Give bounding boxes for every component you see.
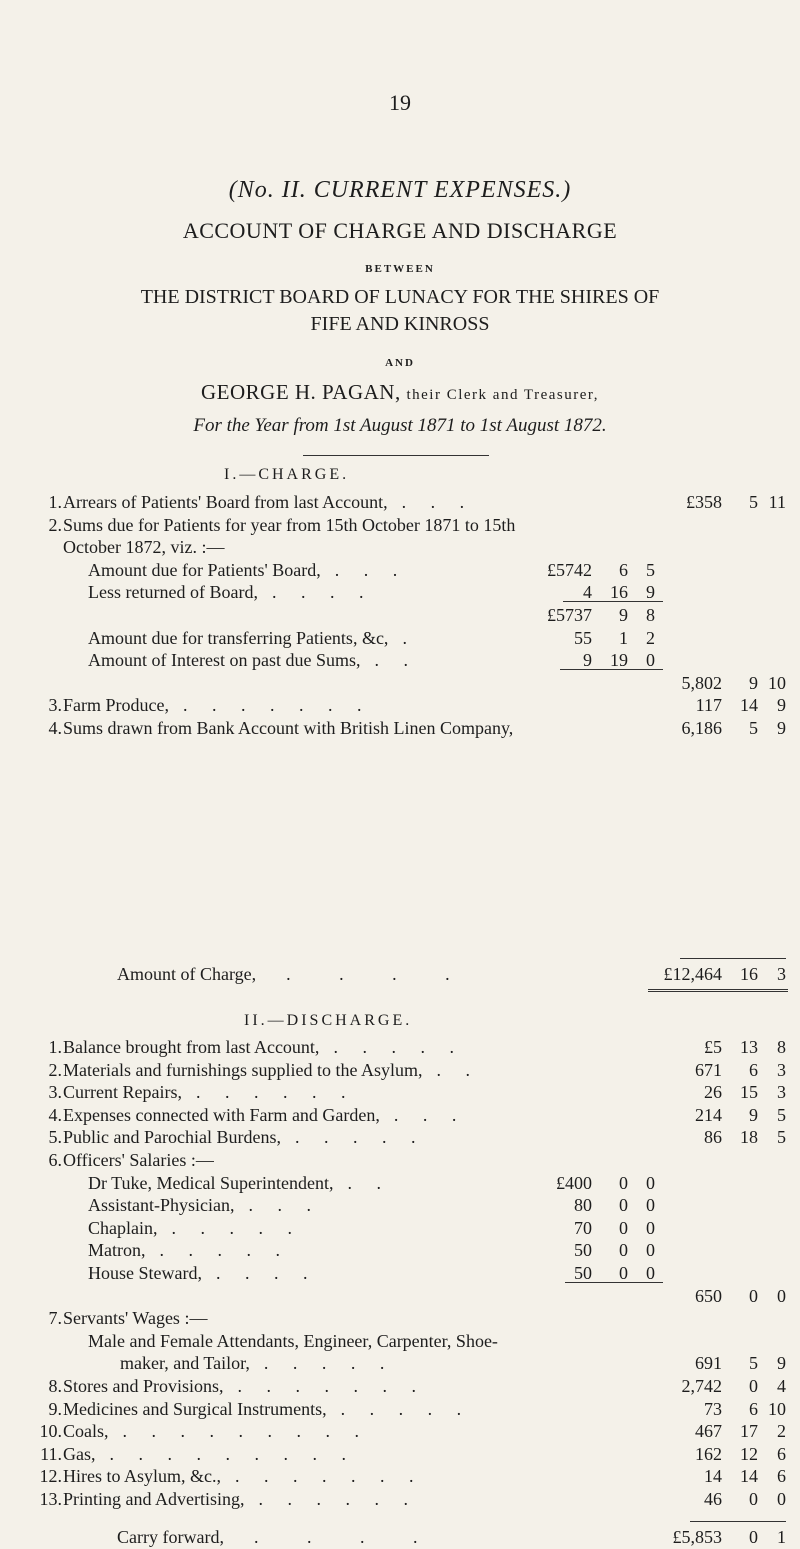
amount-shillings: 0 bbox=[749, 1285, 758, 1306]
leader-dots: . . . . bbox=[286, 964, 472, 984]
line-text: Stores and Provisions, . . . . . . . bbox=[63, 1376, 427, 1396]
leader-dots: . . . . . . bbox=[195, 1082, 356, 1103]
party-one-line-1: THE DISTRICT BOARD OF LUNACY FOR THE SHIRES OF bbox=[140, 286, 660, 308]
amount-pence: 5 bbox=[777, 1104, 786, 1125]
discharge-summary bbox=[0, 1525, 800, 1549]
document-subtitle: ACCOUNT OF CHARGE AND DISCHARGE bbox=[182, 218, 618, 243]
subtotal-shillings: 19 bbox=[610, 650, 628, 671]
party-two bbox=[0, 380, 800, 405]
line-text: Current Repairs, . . . . . . bbox=[63, 1082, 356, 1103]
amount-shillings: 5 bbox=[749, 1353, 758, 1374]
party-one-line-2: FIFE AND KINROSS bbox=[310, 313, 490, 335]
leader-dots: . . . . bbox=[215, 1263, 318, 1283]
line-text: House Steward, . . . . bbox=[88, 1263, 318, 1283]
charge-summary bbox=[0, 962, 800, 986]
charge-line bbox=[0, 603, 800, 627]
line-number: 1. bbox=[48, 492, 62, 512]
amount-pounds: 26 bbox=[704, 1082, 722, 1103]
line-text: Chaplain, . . . . . bbox=[88, 1217, 302, 1238]
line-number: 3. bbox=[48, 695, 62, 716]
line-text: Medicines and Surgical Instruments, . . . . . bbox=[63, 1398, 472, 1419]
line-text: Gas, . . . . . . . . . bbox=[63, 1443, 356, 1464]
discharge-line bbox=[0, 1058, 800, 1082]
salary-subtotal-rule bbox=[565, 1282, 663, 1283]
amount-shillings: 5 bbox=[749, 492, 758, 512]
subtotal-shillings: 6 bbox=[619, 559, 628, 580]
line-text: Coals, . . . . . . . . . bbox=[63, 1421, 370, 1442]
charge-line bbox=[0, 558, 800, 582]
subtotal-rule bbox=[563, 601, 663, 602]
discharge-line bbox=[0, 1103, 800, 1127]
line-number: 4. bbox=[48, 718, 62, 738]
subtotal-pence: 2 bbox=[646, 627, 655, 648]
leader-dots: . . bbox=[374, 650, 418, 671]
leader-dots: . . . . . bbox=[333, 1037, 464, 1057]
amount-shillings: 6 bbox=[749, 1059, 758, 1080]
subtotal-shillings: 1 bbox=[619, 627, 628, 648]
amount-pounds: 86 bbox=[704, 1127, 722, 1148]
line-text: Arrears of Patients' Board from last Account, . . . bbox=[63, 492, 475, 512]
subtotal-pounds: £5737 bbox=[547, 605, 592, 625]
leader-dots: . . . bbox=[248, 1195, 321, 1216]
amount-pounds: 46 bbox=[704, 1489, 722, 1509]
summary-label: Carry forward, . . . . bbox=[117, 1527, 440, 1547]
line-number: 6. bbox=[48, 1150, 62, 1170]
line-number: 7. bbox=[48, 1308, 62, 1329]
subtotal-pounds: 50 bbox=[574, 1240, 592, 1261]
subtotal-shillings: 0 bbox=[619, 1195, 628, 1216]
double-rule bbox=[648, 989, 788, 992]
amount-shillings: 9 bbox=[749, 672, 758, 693]
summary-pounds: £12,464 bbox=[663, 964, 722, 984]
line-number: 13. bbox=[39, 1489, 62, 1509]
summary-pence: 3 bbox=[777, 964, 786, 984]
line-text: Public and Parochial Burdens, . . . . . bbox=[63, 1127, 426, 1148]
amount-pounds: £358 bbox=[686, 492, 722, 512]
line-number: 3. bbox=[48, 1082, 62, 1103]
leader-dots: . . . . . bbox=[159, 1240, 290, 1261]
line-text: Matron, . . . . . bbox=[88, 1240, 290, 1261]
subtotal-shillings: 0 bbox=[619, 1172, 628, 1193]
line-number: 9. bbox=[48, 1398, 62, 1419]
summary-pence: 1 bbox=[777, 1527, 786, 1547]
discharge-line bbox=[0, 1238, 800, 1262]
line-text: Hires to Asylum, &c., . . . . . . . bbox=[63, 1466, 424, 1487]
amount-pence: 9 bbox=[777, 718, 786, 738]
subtotal-shillings: 0 bbox=[619, 1263, 628, 1283]
amount-pence: 8 bbox=[777, 1037, 786, 1057]
amount-shillings: 0 bbox=[749, 1489, 758, 1509]
line-text: maker, and Tailor, . . . . . bbox=[120, 1353, 395, 1374]
discharge-line bbox=[0, 1035, 800, 1059]
subtotal-pounds: 4 bbox=[583, 582, 592, 603]
subtotal-shillings: 0 bbox=[619, 1217, 628, 1238]
amount-pence: 0 bbox=[777, 1489, 786, 1509]
amount-shillings: 14 bbox=[740, 1466, 758, 1487]
leader-dots: . . . . . . bbox=[258, 1489, 418, 1509]
subtotal-pence: 0 bbox=[646, 1172, 655, 1193]
total-rule bbox=[680, 958, 786, 959]
amount-pounds: 467 bbox=[695, 1421, 722, 1442]
amount-pence: 6 bbox=[777, 1466, 786, 1487]
amount-pounds: £5 bbox=[704, 1037, 722, 1057]
amount-shillings: 6 bbox=[749, 1398, 758, 1419]
party-two-role: their Clerk and Treasurer, bbox=[406, 387, 600, 403]
discharge-line bbox=[0, 1397, 800, 1421]
discharge-line bbox=[0, 1171, 800, 1195]
amount-shillings: 5 bbox=[749, 718, 758, 738]
subtotal-rule-2 bbox=[560, 669, 663, 670]
line-text: Farm Produce, . . . . . . . bbox=[63, 695, 372, 716]
amount-pounds: 650 bbox=[695, 1285, 722, 1306]
charge-line bbox=[0, 580, 800, 604]
amount-pence: 3 bbox=[777, 1059, 786, 1080]
line-number: 2. bbox=[48, 1059, 62, 1080]
leader-dots: . . . . bbox=[253, 1527, 440, 1547]
amount-pence: 0 bbox=[777, 1285, 786, 1306]
line-text: Balance brought from last Account, . . . . . bbox=[63, 1037, 464, 1057]
charge-line bbox=[0, 626, 800, 650]
charge-line bbox=[0, 648, 800, 672]
carry-rule bbox=[690, 1521, 786, 1522]
subtotal-shillings: 16 bbox=[610, 582, 628, 603]
subtotal-pence: 9 bbox=[646, 582, 655, 603]
discharge-line bbox=[0, 1261, 800, 1285]
charge-heading: I.—CHARGE. bbox=[224, 466, 350, 483]
document-title: (No. II. CURRENT EXPENSES.) bbox=[228, 177, 572, 203]
leader-dots: . . . bbox=[393, 1104, 467, 1125]
and-label: AND bbox=[385, 357, 415, 369]
amount-shillings: 15 bbox=[740, 1082, 758, 1103]
discharge-line bbox=[0, 1148, 800, 1172]
subtotal-pence: 0 bbox=[646, 1217, 655, 1238]
subtotal-pounds: 80 bbox=[574, 1195, 592, 1216]
leader-dots: . . . . . . . . . bbox=[109, 1443, 356, 1464]
leader-dots: . . . . . bbox=[171, 1217, 302, 1238]
discharge-line bbox=[0, 1193, 800, 1217]
amount-pounds: 671 bbox=[695, 1059, 722, 1080]
between-label: BETWEEN bbox=[365, 263, 435, 275]
line-text: Materials and furnishings supplied to the Asylum, . . bbox=[63, 1059, 480, 1080]
amount-pence: 10 bbox=[768, 1398, 786, 1419]
amount-pence: 4 bbox=[777, 1376, 786, 1396]
discharge-heading: II.—DISCHARGE. bbox=[244, 1012, 413, 1029]
amount-pounds: 214 bbox=[695, 1104, 722, 1125]
charge-line bbox=[0, 671, 800, 695]
amount-pence: 9 bbox=[777, 695, 786, 716]
subtotal-shillings: 9 bbox=[619, 605, 628, 625]
subtotal-pence: 8 bbox=[646, 605, 655, 625]
leader-dots: . . . . . . . . . bbox=[122, 1421, 370, 1442]
discharge-line bbox=[0, 1080, 800, 1104]
line-number: 11. bbox=[40, 1443, 62, 1464]
line-number: 12. bbox=[39, 1466, 62, 1487]
amount-pounds: 691 bbox=[695, 1353, 722, 1374]
leader-dots: . . . bbox=[401, 492, 475, 512]
subtotal-pence: 0 bbox=[646, 1263, 655, 1283]
line-number: 4. bbox=[48, 1104, 62, 1125]
heading-rule bbox=[303, 455, 489, 456]
summary-label: Amount of Charge, . . . . bbox=[117, 964, 472, 984]
summary-shillings: 16 bbox=[740, 964, 758, 984]
line-text: Less returned of Board, . . . . bbox=[88, 582, 374, 603]
amount-pounds: 162 bbox=[695, 1443, 722, 1464]
leader-dots: . . . . . . . bbox=[237, 1376, 427, 1396]
leader-dots: . . . . bbox=[271, 582, 374, 603]
amount-pounds: 5,802 bbox=[681, 672, 722, 693]
subtotal-shillings: 0 bbox=[619, 1240, 628, 1261]
amount-shillings: 17 bbox=[740, 1421, 758, 1442]
discharge-line bbox=[0, 1442, 800, 1466]
subtotal-pence: 0 bbox=[646, 1195, 655, 1216]
subtotal-pounds: £5742 bbox=[547, 559, 592, 580]
amount-pounds: 117 bbox=[695, 695, 722, 716]
line-text: Amount due for Patients' Board, . . . bbox=[88, 559, 408, 580]
leader-dots: . bbox=[402, 627, 417, 648]
line-text: Male and Female Attendants, Engineer, Carpenter, Shoe- bbox=[88, 1330, 498, 1351]
line-number: 1. bbox=[48, 1037, 62, 1057]
amount-pence: 10 bbox=[768, 672, 786, 693]
line-text: Printing and Advertising, . . . . . . bbox=[63, 1489, 418, 1509]
amount-pounds: 14 bbox=[704, 1466, 722, 1487]
discharge-line bbox=[0, 1351, 800, 1375]
discharge-line bbox=[0, 1374, 800, 1398]
line-text: Officers' Salaries :— bbox=[63, 1150, 214, 1170]
discharge-line bbox=[0, 1216, 800, 1240]
subtotal-pence: 5 bbox=[646, 559, 655, 580]
amount-shillings: 14 bbox=[740, 695, 758, 716]
page-number: 19 bbox=[389, 90, 411, 115]
amount-shillings: 18 bbox=[740, 1127, 758, 1148]
amount-pence: 5 bbox=[777, 1127, 786, 1148]
line-text: Amount of Interest on past due Sums, . . bbox=[88, 650, 418, 671]
amount-shillings: 9 bbox=[749, 1104, 758, 1125]
discharge-line bbox=[0, 1125, 800, 1149]
amount-pounds: 73 bbox=[704, 1398, 722, 1419]
amount-pence: 3 bbox=[777, 1082, 786, 1103]
leader-dots: . . . bbox=[334, 559, 408, 580]
leader-dots: . . . . . . . bbox=[235, 1466, 424, 1487]
leader-dots: . . . . . bbox=[294, 1127, 426, 1148]
line-text: Servants' Wages :— bbox=[63, 1308, 208, 1329]
discharge-line bbox=[0, 1464, 800, 1488]
subtotal-pounds: £400 bbox=[556, 1172, 592, 1193]
discharge-line bbox=[0, 1306, 800, 1330]
line-text: Amount due for transferring Patients, &c, . bbox=[88, 627, 417, 648]
leader-dots: . . . . . bbox=[340, 1398, 472, 1419]
charge-line bbox=[0, 513, 800, 537]
line-text: Dr Tuke, Medical Superintendent, . . bbox=[88, 1172, 391, 1193]
subtotal-pence: 0 bbox=[646, 1240, 655, 1261]
amount-pounds: 2,742 bbox=[681, 1376, 722, 1396]
subtotal-pounds: 50 bbox=[574, 1263, 592, 1283]
charge-line bbox=[0, 716, 800, 740]
discharge-line bbox=[0, 1284, 800, 1308]
amount-shillings: 13 bbox=[740, 1037, 758, 1057]
amount-shillings: 0 bbox=[749, 1376, 758, 1396]
summary-shillings: 0 bbox=[749, 1527, 758, 1547]
leader-dots: . . bbox=[436, 1059, 480, 1080]
leader-dots: . . . . . bbox=[263, 1353, 395, 1374]
line-text: Sums drawn from Bank Account with British Linen Company, bbox=[63, 718, 514, 738]
subtotal-pence: 0 bbox=[646, 650, 655, 671]
subtotal-pounds: 55 bbox=[574, 627, 592, 648]
subtotal-pounds: 9 bbox=[583, 650, 592, 671]
line-text: Sums due for Patients for year from 15th October 1871 to 15th bbox=[63, 514, 516, 535]
account-period: For the Year from 1st August 1871 to 1st August 1872. bbox=[193, 415, 607, 436]
line-number: 8. bbox=[48, 1376, 62, 1396]
summary-pounds: £5,853 bbox=[672, 1527, 722, 1547]
line-text: Expenses connected with Farm and Garden, . . . bbox=[63, 1104, 467, 1125]
subtotal-pounds: 70 bbox=[574, 1217, 592, 1238]
leader-dots: . . bbox=[347, 1172, 391, 1193]
line-text: Assistant-Physician, . . . bbox=[88, 1195, 321, 1216]
discharge-line bbox=[0, 1419, 800, 1443]
charge-line bbox=[0, 693, 800, 717]
line-text: October 1872, viz. :— bbox=[63, 537, 225, 558]
discharge-line bbox=[0, 1487, 800, 1511]
party-two-name: GEORGE H. PAGAN, bbox=[200, 380, 401, 404]
amount-shillings: 12 bbox=[740, 1443, 758, 1464]
charge-line bbox=[0, 535, 800, 559]
leader-dots: . . . . . . . bbox=[182, 695, 372, 716]
amount-pence: 11 bbox=[768, 492, 786, 512]
amount-pence: 2 bbox=[777, 1421, 786, 1442]
line-number: 2. bbox=[48, 514, 62, 535]
amount-pence: 6 bbox=[777, 1443, 786, 1464]
amount-pounds: 6,186 bbox=[681, 718, 722, 738]
line-number: 5. bbox=[48, 1127, 62, 1148]
amount-pence: 9 bbox=[777, 1353, 786, 1374]
charge-line bbox=[0, 490, 800, 514]
line-number: 10. bbox=[39, 1421, 62, 1442]
